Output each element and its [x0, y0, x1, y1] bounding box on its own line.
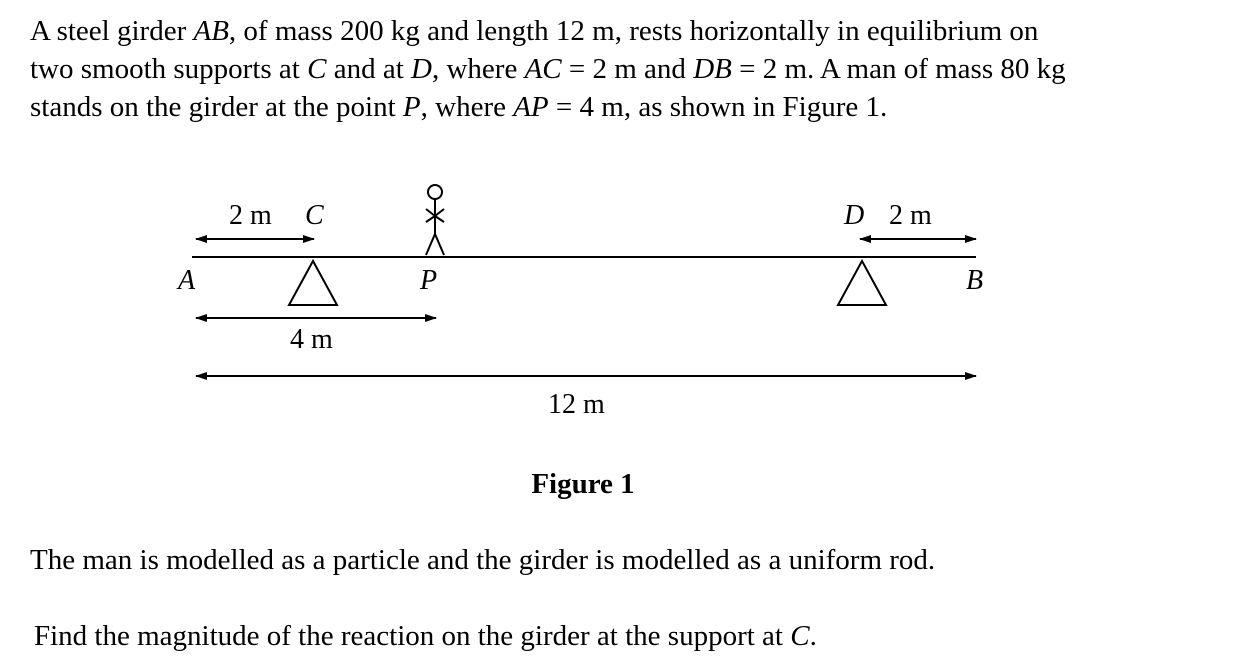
intro-text: , of mass 200 kg and length 12 m, rests horizontally in equilibrium on	[228, 15, 1039, 47]
intro-variable: AP	[513, 91, 549, 123]
question-part: Find the magnitude of the reaction on the girder at the support at	[34, 620, 791, 652]
label-p: P	[420, 265, 438, 296]
figure-caption: Figure 1	[531, 468, 635, 500]
intro-text: = 2 m. A man of mass 80 kg	[731, 53, 1066, 85]
support-c-triangle	[289, 261, 337, 305]
support-d-triangle	[838, 261, 886, 305]
model-statement: The man is modelled as a particle and the girder is modelled as a uniform rod.	[30, 544, 936, 576]
label-d: D	[844, 200, 865, 231]
label-b: B	[966, 265, 984, 296]
intro-variable: C	[307, 53, 327, 85]
question-text	[34, 617, 1214, 655]
dim-ap-label: 4 m	[290, 324, 333, 355]
intro-text: = 2 m and	[561, 53, 694, 85]
intro-variable: D	[411, 53, 432, 85]
question-part: .	[809, 620, 817, 652]
intro-text: , where	[420, 91, 514, 123]
dim-ac-label: 2 m	[229, 200, 272, 231]
dim-ab-label: 12 m	[548, 389, 605, 420]
question-variable: C	[790, 620, 810, 652]
intro-text: = 4 m, as shown in Figure 1.	[548, 91, 888, 123]
intro-variable: DB	[693, 53, 732, 85]
intro-text: two smooth supports at	[30, 53, 308, 85]
intro-variable: AB	[193, 15, 229, 47]
label-a: A	[178, 265, 196, 296]
intro-text: stands on the girder at the point	[30, 91, 403, 123]
intro-variable: AC	[524, 53, 562, 85]
man-figure	[426, 185, 444, 255]
intro-text: A steel girder	[30, 15, 194, 47]
intro-text: and at	[326, 53, 412, 85]
intro-text: , where	[431, 53, 525, 85]
dim-db-label: 2 m	[889, 200, 932, 231]
intro-variable: P	[402, 91, 421, 123]
label-c: C	[305, 200, 324, 231]
